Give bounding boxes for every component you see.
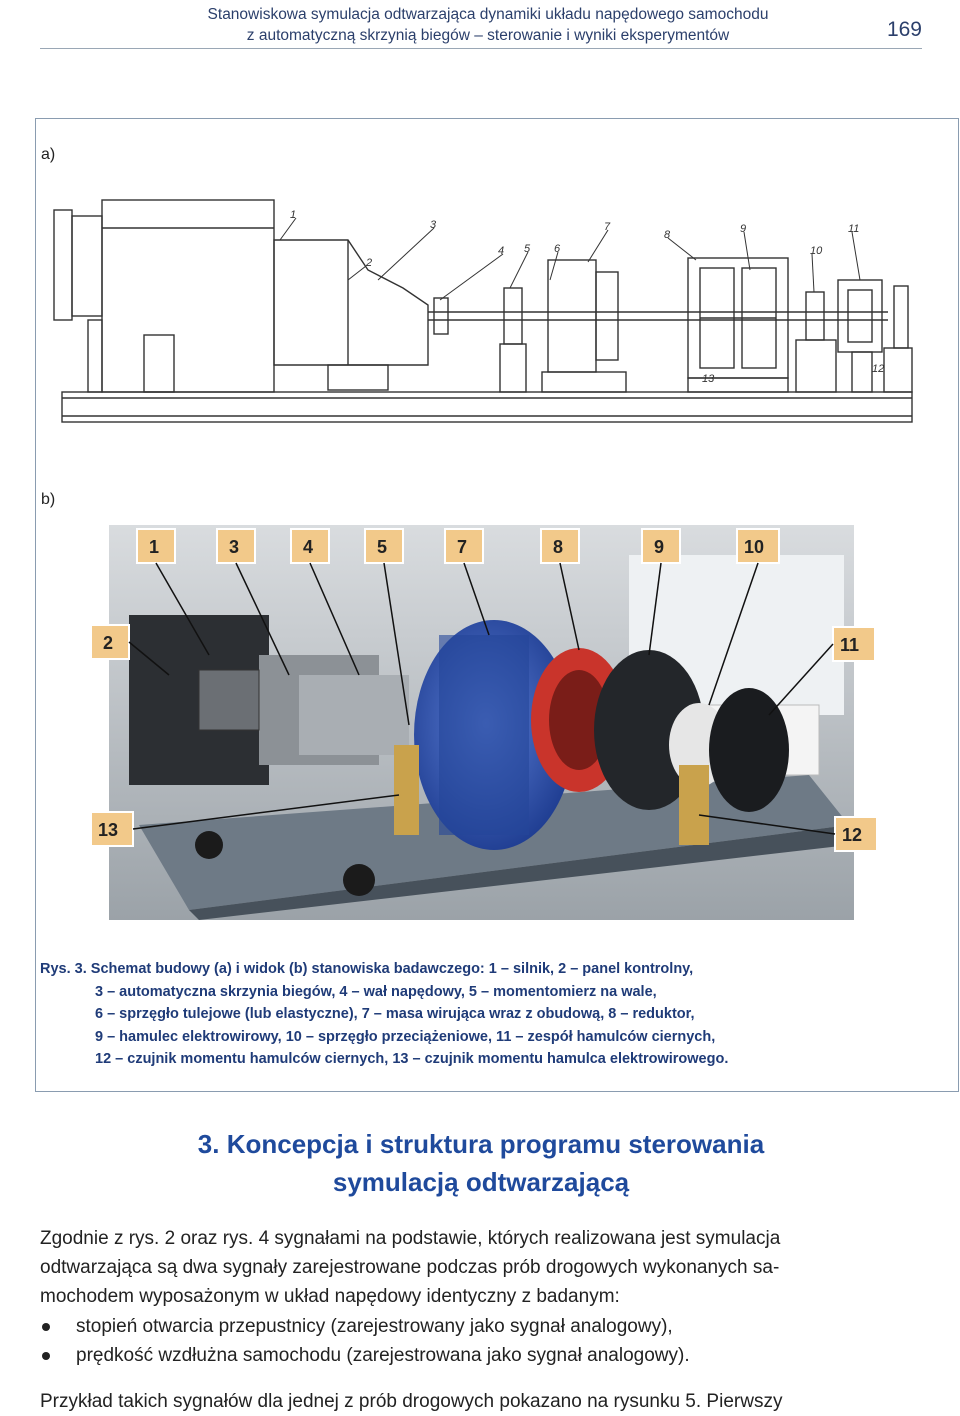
drawing-label-3: 3 [430, 219, 437, 231]
photo-label-2: 2 [103, 633, 114, 653]
drawing-label-6: 6 [554, 243, 561, 255]
drawing-label-9: 9 [740, 223, 747, 235]
caption-line-5: 12 – czujnik momentu hamulców ciernych, 13 – czujnik momentu hamulca elektrowirowego. [95, 1051, 729, 1067]
drawing-label-13: 13 [702, 373, 715, 385]
photo-label-10: 10 [744, 537, 765, 557]
schematic-drawing [48, 180, 918, 430]
drawing-label-2: 2 [366, 257, 373, 269]
section-heading-line-2: symulacją odtwarzającą [332, 1167, 630, 1197]
body-line: odtwarzająca są dwa sygnały zarejestrowane podczas prób drogowych wykonanych sa- [40, 1257, 780, 1278]
bullet-item: stopień otwarcia przepustnicy (zarejestrowany jako sygnał analogowy), [40, 1312, 924, 1341]
header-line-2: z automatyczną skrzynią biegów – sterowanie i wyniki eksperymentów [246, 27, 730, 44]
body-line: Zgodnie z rys. 2 oraz rys. 4 sygnałami na podstawie, których realizowana jest symulacja [40, 1228, 781, 1249]
section-heading-line-1: 3. Koncepcja i struktura programu sterowania [197, 1129, 765, 1159]
drawing-label-1: 1 [290, 209, 297, 221]
panel-a-label: a) [41, 146, 56, 163]
bullet-item: prędkość wzdłużna samochodu (zarejestrowana jako sygnał analogowy). [40, 1341, 924, 1370]
running-header-text [128, 4, 848, 46]
body-paragraph-1 [40, 1224, 924, 1311]
bullet-dot-icon [42, 1323, 50, 1331]
photo-label-1: 1 [149, 537, 160, 557]
caption-line-1: Rys. 3. Schemat budowy (a) i widok (b) stanowiska badawczego: 1 – silnik, 2 – panel kontrolny, [40, 961, 694, 977]
header-line-1: Stanowiskowa symulacja odtwarzająca dynamiki układu napędowego samochodu [207, 6, 769, 23]
photo-label-13: 13 [98, 820, 119, 840]
drawing-label-12: 12 [872, 363, 885, 375]
body-paragraph-2: Przykład takich sygnałów dla jednej z prób drogowych pokazano na rysunku 5. Pierwszy [40, 1391, 783, 1412]
drawing-label-7: 7 [604, 221, 611, 233]
photo-label-9: 9 [654, 537, 665, 557]
drawing-label-11: 11 [848, 223, 860, 235]
page-number: 169 [886, 18, 922, 41]
photo-label-11: 11 [840, 635, 860, 655]
caption-line-4: 9 – hamulec elektrowirowy, 10 – sprzęgło przeciążeniowe, 11 – zespół hamulców ciernych, [95, 1028, 716, 1045]
photo-label-8: 8 [553, 537, 564, 557]
drawing-label-10: 10 [810, 245, 823, 257]
running-header [40, 4, 922, 49]
caption-line-3: 6 – sprzęgło tulejowe (lub elastyczne), 7 – masa wirująca wraz z obudową, 8 – reduktor, [95, 1006, 695, 1022]
test-stand-photo [98, 525, 863, 920]
drawing-label-4: 4 [498, 245, 505, 257]
drawing-label-8: 8 [664, 229, 671, 241]
section-heading [40, 1125, 922, 1201]
photo-label-12: 12 [842, 825, 863, 845]
photo-label-5: 5 [377, 537, 388, 557]
bullet-list [40, 1312, 924, 1370]
photo-label-3: 3 [229, 537, 240, 557]
body-line: mochodem wyposażonym w układ napędowy identyczny z badanym: [40, 1286, 620, 1307]
photo-label-7: 7 [457, 537, 468, 557]
caption-line-2: 3 – automatyczna skrzynia biegów, 4 – wał napędowy, 5 – momentomierz na wale, [95, 983, 657, 1000]
figure-caption [40, 958, 910, 1071]
photo-label-4: 4 [303, 537, 314, 557]
panel-b-label: b) [41, 491, 56, 508]
drawing-label-5: 5 [524, 243, 531, 255]
bullet-dot-icon [42, 1352, 50, 1360]
